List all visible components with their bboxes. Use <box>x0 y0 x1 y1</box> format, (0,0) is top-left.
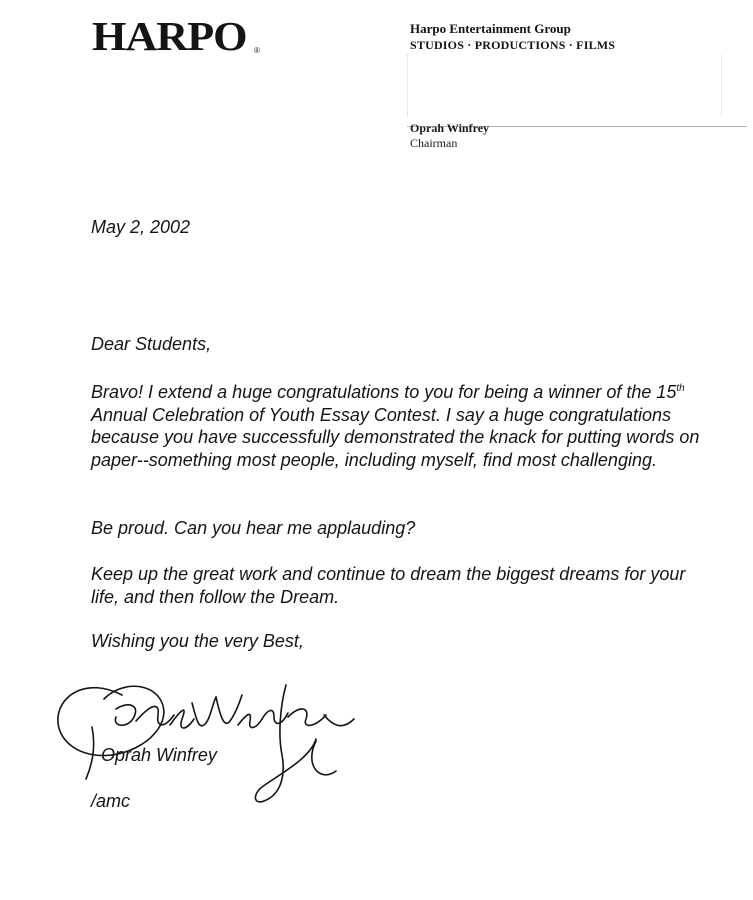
officer-name: Oprah Winfrey <box>410 121 490 135</box>
company-block <box>410 21 615 53</box>
closing: Wishing you the very Best, <box>91 631 304 651</box>
company-divisions: STUDIOS · PRODUCTIONS · FILMS <box>410 38 616 52</box>
paragraph-dream: Keep up the great work and continue to dream the biggest dreams for your life, and then follow the Dream. <box>91 564 686 607</box>
company-name: Harpo Entertainment Group <box>410 21 571 36</box>
address-box <box>407 55 722 117</box>
officer-block <box>410 121 489 151</box>
officer-title: Chairman <box>410 136 458 150</box>
typist-initials: /amc <box>91 791 131 811</box>
salutation: Dear Students, <box>91 334 212 354</box>
handwritten-signature <box>52 655 362 810</box>
ordinal-suffix: th <box>676 383 685 394</box>
signer-name: Oprah Winfrey <box>101 745 217 765</box>
harpo-logo-text: HARPO <box>92 13 247 59</box>
paragraph-congratulations-part2: Annual Celebration of Youth Essay Contest. I say a huge congratulations because you have successfully demonstrated the knack for putting words on paper--something most people, including myself, find most challenging. <box>91 404 700 470</box>
paragraph-congratulations-part1: Bravo! I extend a huge congratulations to you for being a winner of the 15 <box>91 382 677 402</box>
registered-mark: ® <box>254 46 260 55</box>
harpo-logo <box>92 13 247 59</box>
paragraph-congratulations <box>91 381 711 471</box>
letter-date: May 2, 2002 <box>91 217 191 237</box>
paragraph-proud: Be proud. Can you hear me applauding? <box>91 518 416 538</box>
